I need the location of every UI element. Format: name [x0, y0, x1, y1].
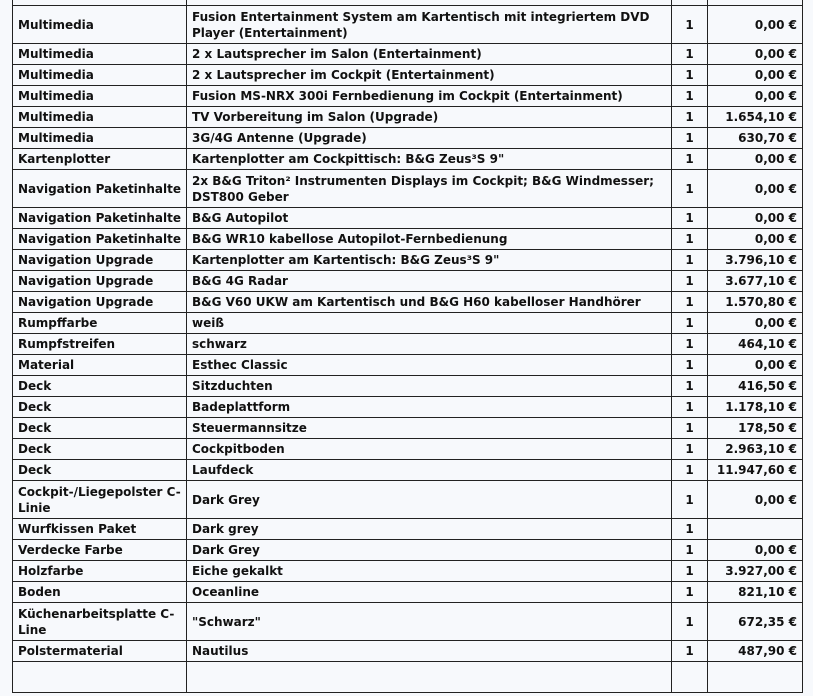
- table-row: [13, 540, 803, 561]
- table-row: [13, 65, 803, 86]
- description-cell: 3G/4G Antenne (Upgrade): [187, 128, 672, 149]
- price-cell: 630,70 €: [708, 128, 803, 149]
- price-cell: 0,00 €: [708, 44, 803, 65]
- description-cell: Dark grey: [187, 519, 672, 540]
- quantity-cell: 1: [672, 334, 708, 355]
- category-cell: Verdecke Farbe: [13, 540, 187, 561]
- price-cell: 416,50 €: [708, 376, 803, 397]
- table-row: [13, 582, 803, 603]
- table-row: [13, 439, 803, 460]
- description-cell: Steuermannsitze: [187, 418, 672, 439]
- price-cell: 0,00 €: [708, 208, 803, 229]
- description-cell: Oceanline: [187, 582, 672, 603]
- description-cell: [187, 662, 672, 693]
- description-cell: "Schwarz": [187, 603, 672, 641]
- category-cell: Navigation Upgrade: [13, 250, 187, 271]
- table-body: [13, 0, 803, 693]
- category-cell: Navigation Paketinhalte: [13, 170, 187, 208]
- price-cell: 0,00 €: [708, 355, 803, 376]
- category-cell: Multimedia: [13, 44, 187, 65]
- category-cell: Multimedia: [13, 86, 187, 107]
- quantity-cell: 1: [672, 107, 708, 128]
- table-row: [13, 292, 803, 313]
- table-row: [13, 44, 803, 65]
- description-cell: Eiche gekalkt: [187, 561, 672, 582]
- table-row: [13, 397, 803, 418]
- price-cell: 0,00 €: [708, 6, 803, 44]
- table-row: [13, 603, 803, 641]
- category-cell: Deck: [13, 397, 187, 418]
- price-cell: 0,00 €: [708, 313, 803, 334]
- quantity-cell: 1: [672, 86, 708, 107]
- table-row: [13, 641, 803, 662]
- quantity-cell: 1: [672, 170, 708, 208]
- category-cell: [13, 662, 187, 693]
- quantity-cell: 1: [672, 229, 708, 250]
- price-cell: 11.947,60 €: [708, 460, 803, 481]
- table-row: [13, 128, 803, 149]
- table-row: [13, 313, 803, 334]
- category-cell: Cockpit-/Liegepolster C-Linie: [13, 481, 187, 519]
- category-cell: Multimedia: [13, 107, 187, 128]
- category-cell: Navigation Upgrade: [13, 292, 187, 313]
- category-cell: Navigation Paketinhalte: [13, 208, 187, 229]
- table-row: [13, 208, 803, 229]
- table-row: [13, 271, 803, 292]
- category-cell: Multimedia: [13, 6, 187, 44]
- table-row: [13, 86, 803, 107]
- price-cell: 672,35 €: [708, 603, 803, 641]
- category-cell: Deck: [13, 439, 187, 460]
- quantity-cell: 1: [672, 208, 708, 229]
- price-cell: 1.570,80 €: [708, 292, 803, 313]
- price-cell: 0,00 €: [708, 86, 803, 107]
- price-cell: 3.796,10 €: [708, 250, 803, 271]
- category-cell: Holzfarbe: [13, 561, 187, 582]
- category-cell: Navigation Upgrade: [13, 271, 187, 292]
- price-cell: 3.677,10 €: [708, 271, 803, 292]
- category-cell: Küchenarbeitsplatte C-Line: [13, 603, 187, 641]
- quantity-cell: 1: [672, 149, 708, 170]
- quantity-cell: 1: [672, 481, 708, 519]
- quantity-cell: 1: [672, 355, 708, 376]
- quantity-cell: 1: [672, 313, 708, 334]
- description-cell: B&G WR10 kabellose Autopilot-Fernbedienung: [187, 229, 672, 250]
- description-cell: 2 x Lautsprecher im Cockpit (Entertainment): [187, 65, 672, 86]
- price-cell: [708, 662, 803, 693]
- description-cell: Dark Grey: [187, 540, 672, 561]
- quantity-cell: 1: [672, 397, 708, 418]
- quantity-cell: 1: [672, 128, 708, 149]
- quantity-cell: 1: [672, 540, 708, 561]
- options-price-table: [12, 0, 803, 693]
- table-row: [13, 418, 803, 439]
- price-cell: 0,00 €: [708, 65, 803, 86]
- table-row: [13, 519, 803, 540]
- quantity-cell: 1: [672, 271, 708, 292]
- price-cell: 1.654,10 €: [708, 107, 803, 128]
- price-cell: 3.927,00 €: [708, 561, 803, 582]
- description-cell: Badeplattform: [187, 397, 672, 418]
- table-row: [13, 229, 803, 250]
- description-cell: Fusion Entertainment System am Kartentisch mit integriertem DVD Player (Entertainment): [187, 6, 672, 44]
- quantity-cell: 1: [672, 641, 708, 662]
- quantity-cell: 1: [672, 460, 708, 481]
- price-cell: 0,00 €: [708, 540, 803, 561]
- price-cell: 1.178,10 €: [708, 397, 803, 418]
- table-row: [13, 6, 803, 44]
- quantity-cell: 1: [672, 6, 708, 44]
- table-row: [13, 334, 803, 355]
- description-cell: 2 x Lautsprecher im Salon (Entertainment): [187, 44, 672, 65]
- quantity-cell: [672, 662, 708, 693]
- category-cell: Wurfkissen Paket: [13, 519, 187, 540]
- price-cell: 2.963,10 €: [708, 439, 803, 460]
- description-cell: B&G 4G Radar: [187, 271, 672, 292]
- category-cell: Boden: [13, 582, 187, 603]
- description-cell: Fusion MS-NRX 300i Fernbedienung im Cockpit (Entertainment): [187, 86, 672, 107]
- description-cell: Cockpitboden: [187, 439, 672, 460]
- price-cell: 0,00 €: [708, 229, 803, 250]
- description-cell: schwarz: [187, 334, 672, 355]
- quantity-cell: 1: [672, 603, 708, 641]
- category-cell: Rumpffarbe: [13, 313, 187, 334]
- quantity-cell: 1: [672, 582, 708, 603]
- price-cell: 464,10 €: [708, 334, 803, 355]
- description-cell: 2x B&G Triton² Instrumenten Displays im Cockpit; B&G Windmesser; DST800 Geber: [187, 170, 672, 208]
- table-row: [13, 662, 803, 693]
- table-row: [13, 170, 803, 208]
- category-cell: Material: [13, 355, 187, 376]
- table-row: [13, 376, 803, 397]
- table-row: [13, 107, 803, 128]
- quantity-cell: 1: [672, 519, 708, 540]
- category-cell: Polstermaterial: [13, 641, 187, 662]
- category-cell: Navigation Paketinhalte: [13, 229, 187, 250]
- table-row: [13, 481, 803, 519]
- table-row: [13, 149, 803, 170]
- category-cell: Kartenplotter: [13, 149, 187, 170]
- quantity-cell: 1: [672, 65, 708, 86]
- price-cell: 0,00 €: [708, 149, 803, 170]
- price-cell: 178,50 €: [708, 418, 803, 439]
- category-cell: Rumpfstreifen: [13, 334, 187, 355]
- table-row: [13, 250, 803, 271]
- table-row: [13, 561, 803, 582]
- quantity-cell: 1: [672, 250, 708, 271]
- description-cell: Esthec Classic: [187, 355, 672, 376]
- description-cell: B&G V60 UKW am Kartentisch und B&G H60 kabelloser Handhörer: [187, 292, 672, 313]
- quantity-cell: 1: [672, 439, 708, 460]
- price-cell: 487,90 €: [708, 641, 803, 662]
- description-cell: Sitzduchten: [187, 376, 672, 397]
- category-cell: Multimedia: [13, 65, 187, 86]
- table-row: [13, 460, 803, 481]
- quantity-cell: 1: [672, 418, 708, 439]
- table-row: [13, 355, 803, 376]
- quantity-cell: 1: [672, 292, 708, 313]
- price-cell: 821,10 €: [708, 582, 803, 603]
- description-cell: B&G Autopilot: [187, 208, 672, 229]
- price-cell: 0,00 €: [708, 170, 803, 208]
- category-cell: Deck: [13, 376, 187, 397]
- category-cell: Multimedia: [13, 128, 187, 149]
- quantity-cell: 1: [672, 44, 708, 65]
- price-cell: 0,00 €: [708, 481, 803, 519]
- quantity-cell: 1: [672, 376, 708, 397]
- description-cell: Nautilus: [187, 641, 672, 662]
- description-cell: Laufdeck: [187, 460, 672, 481]
- quantity-cell: 1: [672, 561, 708, 582]
- price-cell: [708, 519, 803, 540]
- category-cell: Deck: [13, 460, 187, 481]
- description-cell: weiß: [187, 313, 672, 334]
- description-cell: TV Vorbereitung im Salon (Upgrade): [187, 107, 672, 128]
- category-cell: Deck: [13, 418, 187, 439]
- description-cell: Dark Grey: [187, 481, 672, 519]
- description-cell: Kartenplotter am Cockpittisch: B&G Zeus³S 9": [187, 149, 672, 170]
- description-cell: Kartenplotter am Kartentisch: B&G Zeus³S 9": [187, 250, 672, 271]
